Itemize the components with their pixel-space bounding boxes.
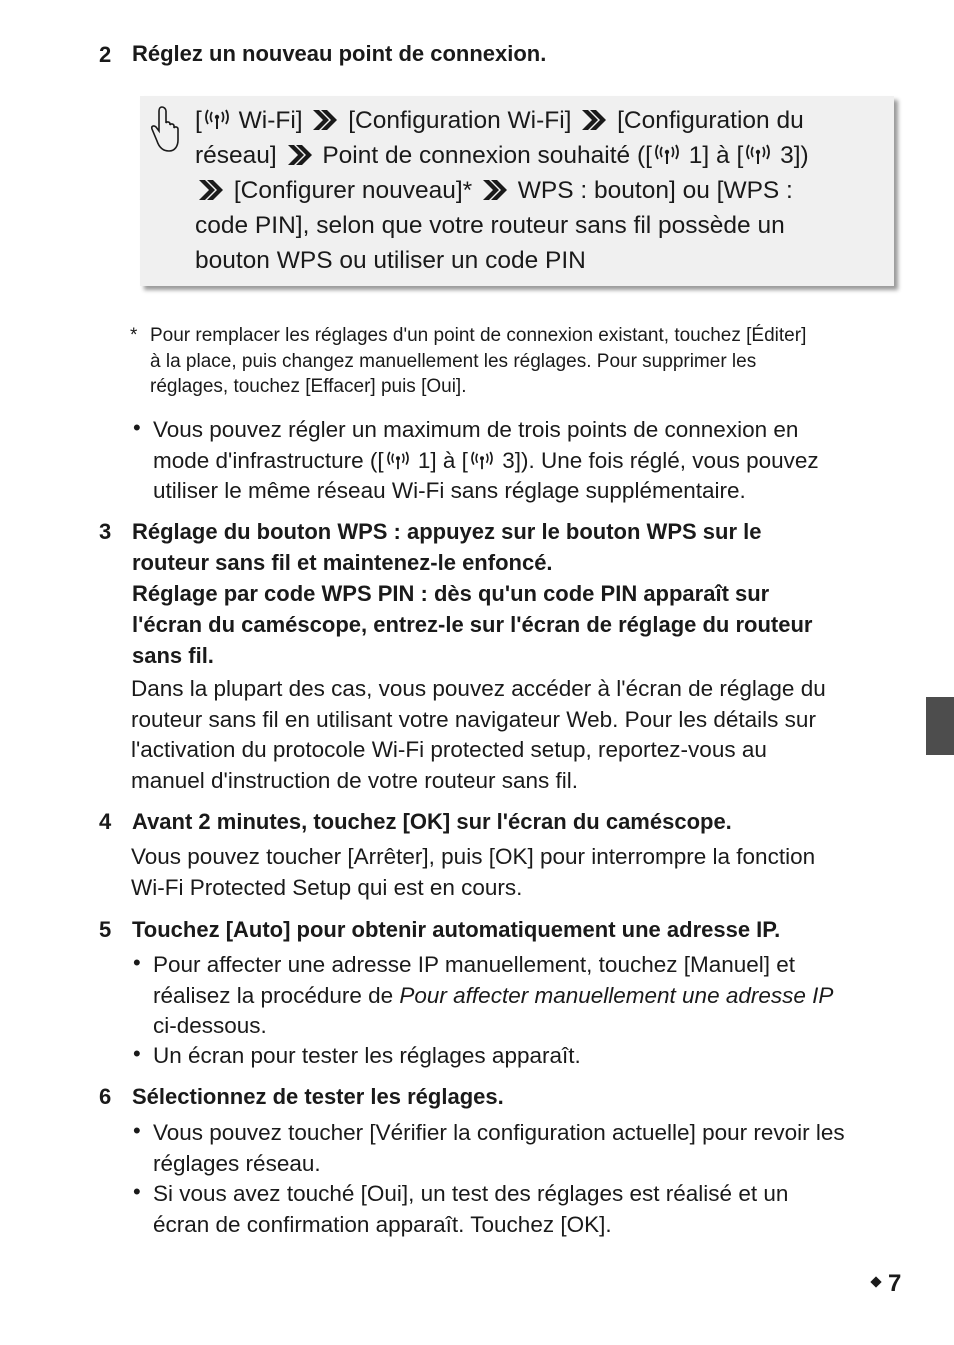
wifi-icon [470, 451, 494, 471]
menu-config-network: [Configuration du [617, 107, 804, 134]
range-end: 3]) [780, 142, 809, 169]
bullet-line: Pour affecter une adresse IP manuellement, touchez [Manuel] et [153, 952, 796, 977]
step-title: Touchez [Auto] pour obtenir automatiquement une adresse IP. [132, 917, 781, 942]
wifi-icon [745, 144, 771, 166]
bullet-line: Si vous avez touché [Oui], un test des réglages est réalisé et un [153, 1181, 789, 1206]
menu-config-wifi: [Configuration Wi-Fi] [348, 107, 572, 134]
menu-configure-new: [Configurer nouveau]* [233, 177, 473, 204]
double-arrow-icon [481, 178, 509, 202]
bullet-marker: • [133, 415, 141, 440]
step-number: 6 [99, 1084, 112, 1109]
step-body [131, 674, 921, 796]
footnote [150, 323, 910, 400]
wifi-icon [654, 144, 680, 166]
touch-hand-icon [149, 105, 181, 155]
chapter-tab [926, 697, 954, 755]
bullet-text [153, 415, 913, 507]
step-number: 5 [99, 917, 112, 942]
bullet-marker: • [133, 1041, 141, 1066]
bullet-text: Un écran pour tester les réglages apparaît. [153, 1043, 581, 1068]
wifi-icon [386, 451, 410, 471]
bullet-line: écran de confirmation apparaît. Touchez [OK]. [153, 1211, 612, 1237]
double-arrow-icon [197, 178, 225, 202]
body-line: l'activation du protocole Wi-Fi protected setup, reportez-vous au [131, 737, 767, 762]
footnote-line: à la place, puis changez manuellement les réglages. Pour supprimer les [150, 350, 757, 372]
double-arrow-icon [286, 143, 314, 167]
instruction-line: code PIN], selon que votre routeur sans fil possède un [195, 212, 785, 239]
bullet-marker: • [133, 950, 141, 975]
body-line: Wi-Fi Protected Setup qui est en cours. [131, 874, 523, 900]
step-number: 4 [99, 809, 112, 834]
bullet-line-part: 3]). Une fois réglé, vous pouvez [502, 447, 819, 473]
double-arrow-icon [311, 108, 339, 132]
body-line: routeur sans fil en utilisant votre navigateur Web. Pour les détails sur [131, 706, 816, 732]
bullet-text [153, 950, 913, 1042]
step-title: Sélectionnez de tester les réglages. [132, 1084, 504, 1109]
bullet-line-part: 1] à [ [417, 447, 468, 473]
step-title: Réglez un nouveau point de connexion. [132, 41, 547, 66]
double-arrow-icon [580, 108, 608, 132]
bullet-marker: • [133, 1118, 141, 1143]
page-number-value: 7 [888, 1270, 902, 1297]
instruction-line: bouton WPS ou utiliser un code PIN [195, 247, 586, 274]
bullet-line-part: mode d'infrastructure ([ [153, 447, 384, 473]
menu-wps: WPS : bouton] ou [WPS : [517, 177, 793, 204]
menu-wifi: Wi-Fi] [238, 107, 303, 134]
step-title-line: Réglage par code WPS PIN : dès qu'un code PIN apparaît sur [132, 581, 770, 606]
footnote-mark: * [130, 325, 138, 346]
wifi-icon [204, 109, 230, 131]
step-title [132, 516, 922, 671]
bullet-line: Vous pouvez régler un maximum de trois points de connexion en [153, 417, 799, 442]
diamond-icon [870, 1276, 881, 1287]
bullet-line: ci-dessous. [153, 1013, 267, 1038]
bullet-line: utiliser le même réseau Wi-Fi sans réglage supplémentaire. [153, 478, 746, 503]
body-line: manuel d'instruction de votre routeur sans fil. [131, 767, 579, 793]
footnote-line: Pour remplacer les réglages d'un point de connexion existant, touchez [Éditer] [150, 325, 807, 346]
bracket-open: [ [195, 107, 202, 134]
step-title-line: Réglage du bouton WPS : appuyez sur le bouton WPS sur le [132, 519, 762, 544]
bullet-line: Vous pouvez toucher [Vérifier la configuration actuelle] pour revoir les [153, 1120, 845, 1145]
step-title: Avant 2 minutes, touchez [OK] sur l'écran du caméscope. [132, 809, 732, 834]
body-line: Dans la plupart des cas, vous pouvez accéder à l'écran de réglage du [131, 676, 826, 701]
step-number: 2 [99, 42, 112, 67]
step-number: 3 [99, 519, 112, 544]
page-number [872, 1270, 901, 1298]
bullet-marker: • [133, 1179, 141, 1204]
range-text: 1] à [ [688, 142, 744, 169]
menu-point-desired: Point de connexion souhaité ([ [322, 142, 652, 169]
instruction-text [195, 103, 885, 278]
bullet-line-part: réalisez la procédure de [153, 982, 400, 1008]
step-title-line: l'écran du caméscope, entrez-le sur l'écran de réglage du routeur [132, 612, 813, 637]
footnote-line: réglages, touchez [Effacer] puis [Oui]. [150, 376, 467, 397]
bullet-text [153, 1179, 913, 1240]
step-title-line: routeur sans fil et maintenez-le enfoncé. [132, 550, 553, 575]
step-body [131, 842, 921, 903]
bullet-line: réglages réseau. [153, 1150, 321, 1176]
step-title-line: sans fil. [132, 643, 214, 668]
body-line: Vous pouvez toucher [Arrêter], puis [OK] pour interrompre la fonction [131, 844, 816, 869]
bullet-text [153, 1118, 913, 1179]
cross-reference: Pour affecter manuellement une adresse IP [399, 982, 834, 1008]
menu-config-network-cont: réseau] [195, 142, 277, 169]
